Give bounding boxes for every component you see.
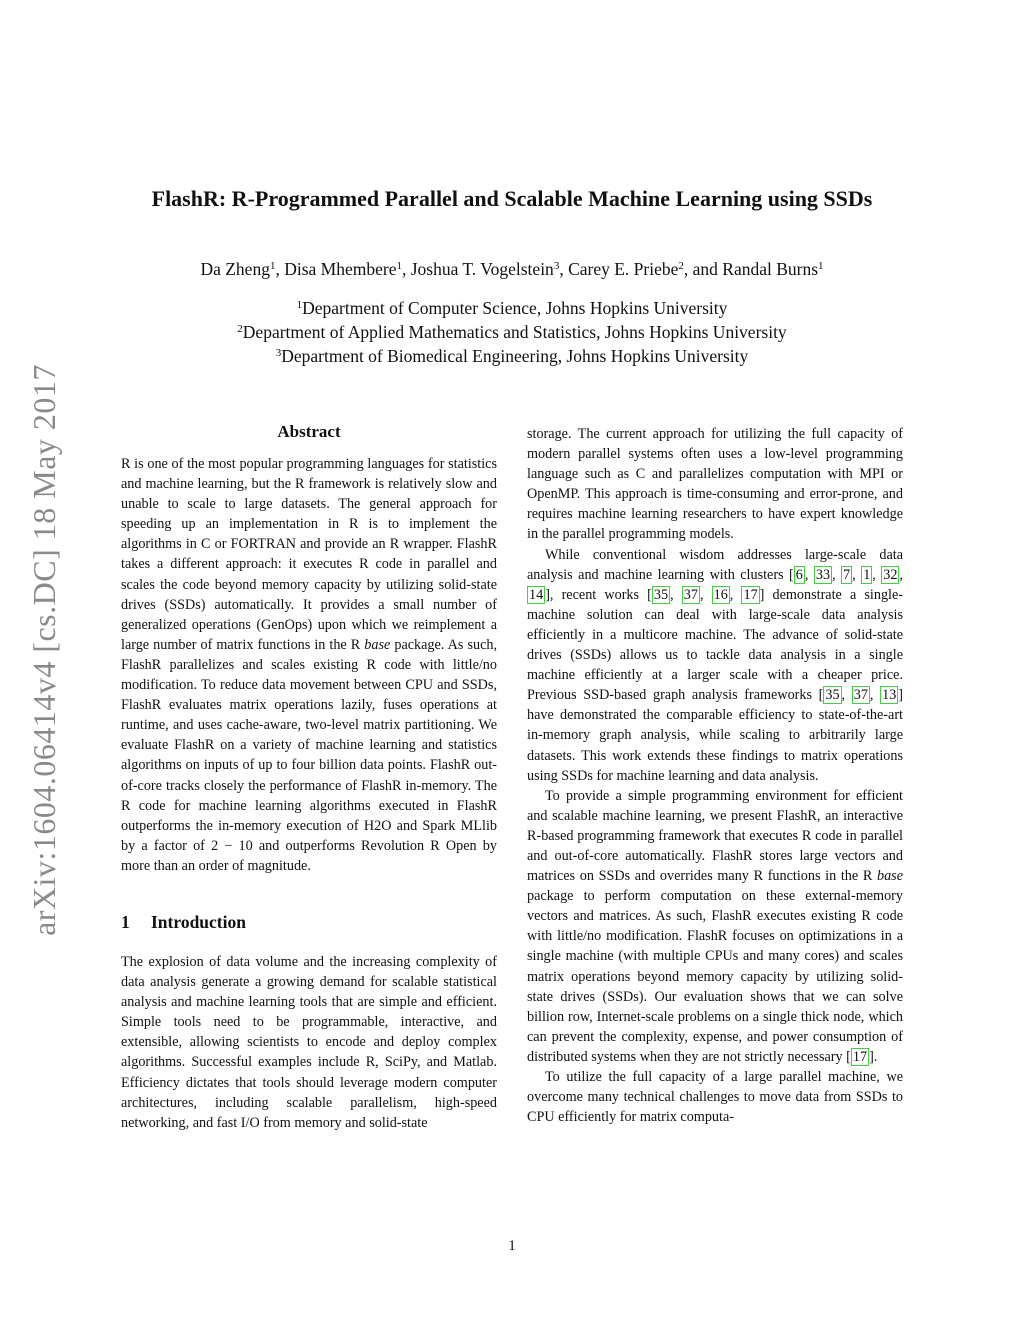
abstract-italic-term: base [364, 636, 391, 653]
arxiv-identifier: arXiv:1604.06414v4 [cs.DC] 18 May 2017 [26, 364, 62, 936]
affiliation-text: Department of Applied Mathematics and Statistics, Johns Hopkins University [242, 322, 787, 342]
intro-paragraph-continued: storage. The current approach for utilizing the full capacity of modern parallel systems often uses a low-level programming language such as C and parallelizes computation with MPI or OpenMP. This approach is time-consuming and error-prone, and requires machine learning researchers to have expert knowledge in the parallel programming models. [527, 426, 903, 543]
citation-link[interactable]: 16 [713, 586, 728, 603]
author-affiliation-mark: 1 [396, 260, 402, 272]
citation-link[interactable]: 17 [743, 586, 758, 603]
citation-link[interactable]: 37 [683, 586, 698, 603]
citation-link[interactable]: 14 [529, 586, 544, 603]
intro-text: To provide a simple programming environment for efficient and scalable machine learning, we present FlashR, an interactive R-based programming framework that executes R code in parallel and out-of-core automatically. FlashR stores large vectors and matrices on SSDs and overrides many R functions in the R [527, 787, 903, 885]
paper-title: FlashR: R-Programmed Parallel and Scalable Machine Learning using SSDs [151, 186, 873, 211]
intro-text: ] demonstrate a single-machine solution can deal with large-scale data analysis efficiently in a multicore machine. The advance of solid-state drives (SSDs) allows us to tackle data analysis in a single machine efficiently at a larger scale with a cheaper price. Previous SSD-based graph analysis frameworks [ [527, 586, 903, 704]
intro-text: ]. [869, 1048, 878, 1065]
affiliation-number: 2 [237, 323, 243, 335]
intro-text: ] have demonstrated the comparable efficiency to state-of-the-art in-memory graph analysis, while scaling to arbitrarily large datasets. This work extends these findings to matrix operations using SSDs for machine learning and data analysis. [527, 687, 904, 784]
author-affiliation-mark: 1 [818, 260, 824, 272]
intro-text: While conventional wisdom addresses large-scale data analysis and machine learning with clusters [ [527, 546, 903, 583]
section-title: Introduction [151, 911, 246, 932]
citation-link[interactable]: 17 [852, 1048, 868, 1065]
author-name: Joshua T. Vogelstein [410, 259, 554, 279]
author-name: Disa Mhembere [284, 259, 397, 279]
citation-link[interactable]: 35 [653, 586, 669, 603]
citation-link[interactable]: 35 [825, 687, 840, 704]
citation-link[interactable]: 6 [795, 566, 803, 583]
author-affiliation-mark: 3 [553, 260, 560, 272]
author-name: Da Zheng [200, 259, 270, 279]
left-column [121, 420, 497, 1133]
author-affiliation-mark: 2 [678, 260, 684, 272]
citation-link[interactable]: 32 [883, 566, 898, 583]
abstract-text: R is one of the most popular programming languages for statistics and machine learning, but the R framework is relatively slow and unable to scale to large datasets. The general approach for speeding up an implementation in R is to implement the algorithms in C or FORTRAN and provide an R wrapper. FlashR takes a different approach: it executes R code in parallel and scales the code beyond memory capacity by utilizing solid-state drives (SSDs) automatically. It provides a small number of generalized operations (GenOps) upon which we reimplement a large number of matrix functions in the R [121, 456, 497, 653]
citation-link[interactable]: 7 [843, 566, 851, 583]
citation-link[interactable]: 33 [815, 566, 831, 583]
abstract-heading: Abstract [277, 422, 341, 441]
intro-paragraph: To utilize the full capacity of a large parallel machine, we overcome many technical challenges to move data from SSDs to CPU efficiently for matrix computa- [527, 1069, 903, 1126]
affiliation-line [0, 344, 1024, 368]
citation-link[interactable]: 37 [853, 687, 868, 704]
affiliation-list [0, 296, 1024, 368]
affiliation-text: Department of Computer Science, Johns Hopkins University [302, 298, 728, 318]
intro-text: package to perform computation on these external-memory vectors and matrices. As such, FlashR executes existing R code with little/no modification. FlashR focuses on optimizations in a single machine (with multiple CPUs and many cores) and scales matrix operations beyond memory capacity by utilizing solid-state drives (SSDs). Our evaluation shows that we can solve billion row, Internet-scale problems on a single thick node, which can prevent the complexity, expense, and power consumption of distributed systems when they are not strictly necessary [ [527, 888, 903, 1065]
affiliation-line [0, 320, 1024, 344]
intro-text: ], recent works [ [545, 586, 652, 603]
affiliation-number: 3 [275, 347, 282, 359]
author-name: Carey E. Priebe [568, 259, 679, 279]
intro-paragraph: The explosion of data volume and the increasing complexity of data analysis generate a growing demand for scalable statistical analysis and machine learning tools that are simple and efficient. Simple tools need to be programmable, interactive, and extensible, allowing scientists to encode and deploy complex algorithms. Successful examples include R, SciPy, and Matlab. Efficiency dictates that tools should leverage modern computer architectures, including scalable parallelism, high-speed networking, and fast I/O from memory and solid-state [121, 953, 497, 1131]
intro-paragraph [527, 786, 903, 1067]
author-affiliation-mark: 1 [269, 260, 276, 272]
author-name: Randal Burns [722, 259, 819, 279]
page-number: 1 [508, 1238, 516, 1254]
abstract-body [121, 454, 497, 876]
citation-link[interactable]: 13 [882, 687, 897, 704]
affiliation-line [0, 296, 1024, 320]
author-list: Da Zheng$^1$, Disa Mhembere$^1$, Joshua T. Vogelstein$^3$, Carey E. Priebe$^2$, and Randal Burns$^1$ [200, 259, 824, 279]
intro-paragraph: While conventional wisdom addresses large-scale data analysis and machine learning with clusters [ 6 , 33 , 7 , 1 , 32 , 14 ], recent works [ 35 , 37 , 16 , 17 ] demonstrate a single-machine solution can deal with large-scale data analysis efficiently in a multicore machine. The advance of solid-state drives (SSDs) allows us to tackle data analysis in a single machine efficiently at a larger scale with a cheaper price. Previous SSD-based graph analysis frameworks [ 35 , 37 , 13 ] have demonstrated the comparable efficiency to state-of-the-art in-memory graph analysis, while scaling to arbitrarily large datasets. This work extends these findings to matrix operations using SSDs for machine learning and data analysis. [527, 546, 904, 784]
citation-link[interactable]: 1 [863, 566, 871, 583]
section-heading [121, 910, 497, 934]
abstract-text: package. As such, FlashR parallelizes and scales existing R code with little/no modification. To reduce data movement between CPU and SSDs, FlashR evaluates matrix operations lazily, fuses operations at runtime, and uses cache-aware, two-level matrix partitioning. We evaluate FlashR on a variety of machine learning and statistics algorithms on inputs of up to four billion data points. FlashR out-of-core tracks closely the performance of FlashR in-memory. The R code for machine learning algorithms executed in FlashR outperforms the in-memory execution of H2O and Spark MLlib by a factor of 2 − 10 and outperforms Revolution R Open by more than an order of magnitude. [121, 636, 498, 874]
right-column [527, 424, 903, 1127]
section-number: 1 [121, 911, 130, 932]
affiliation-number: 1 [296, 299, 303, 311]
intro-italic-term: base [876, 868, 903, 885]
affiliation-text: Department of Biomedical Engineering, Johns Hopkins University [281, 346, 749, 366]
